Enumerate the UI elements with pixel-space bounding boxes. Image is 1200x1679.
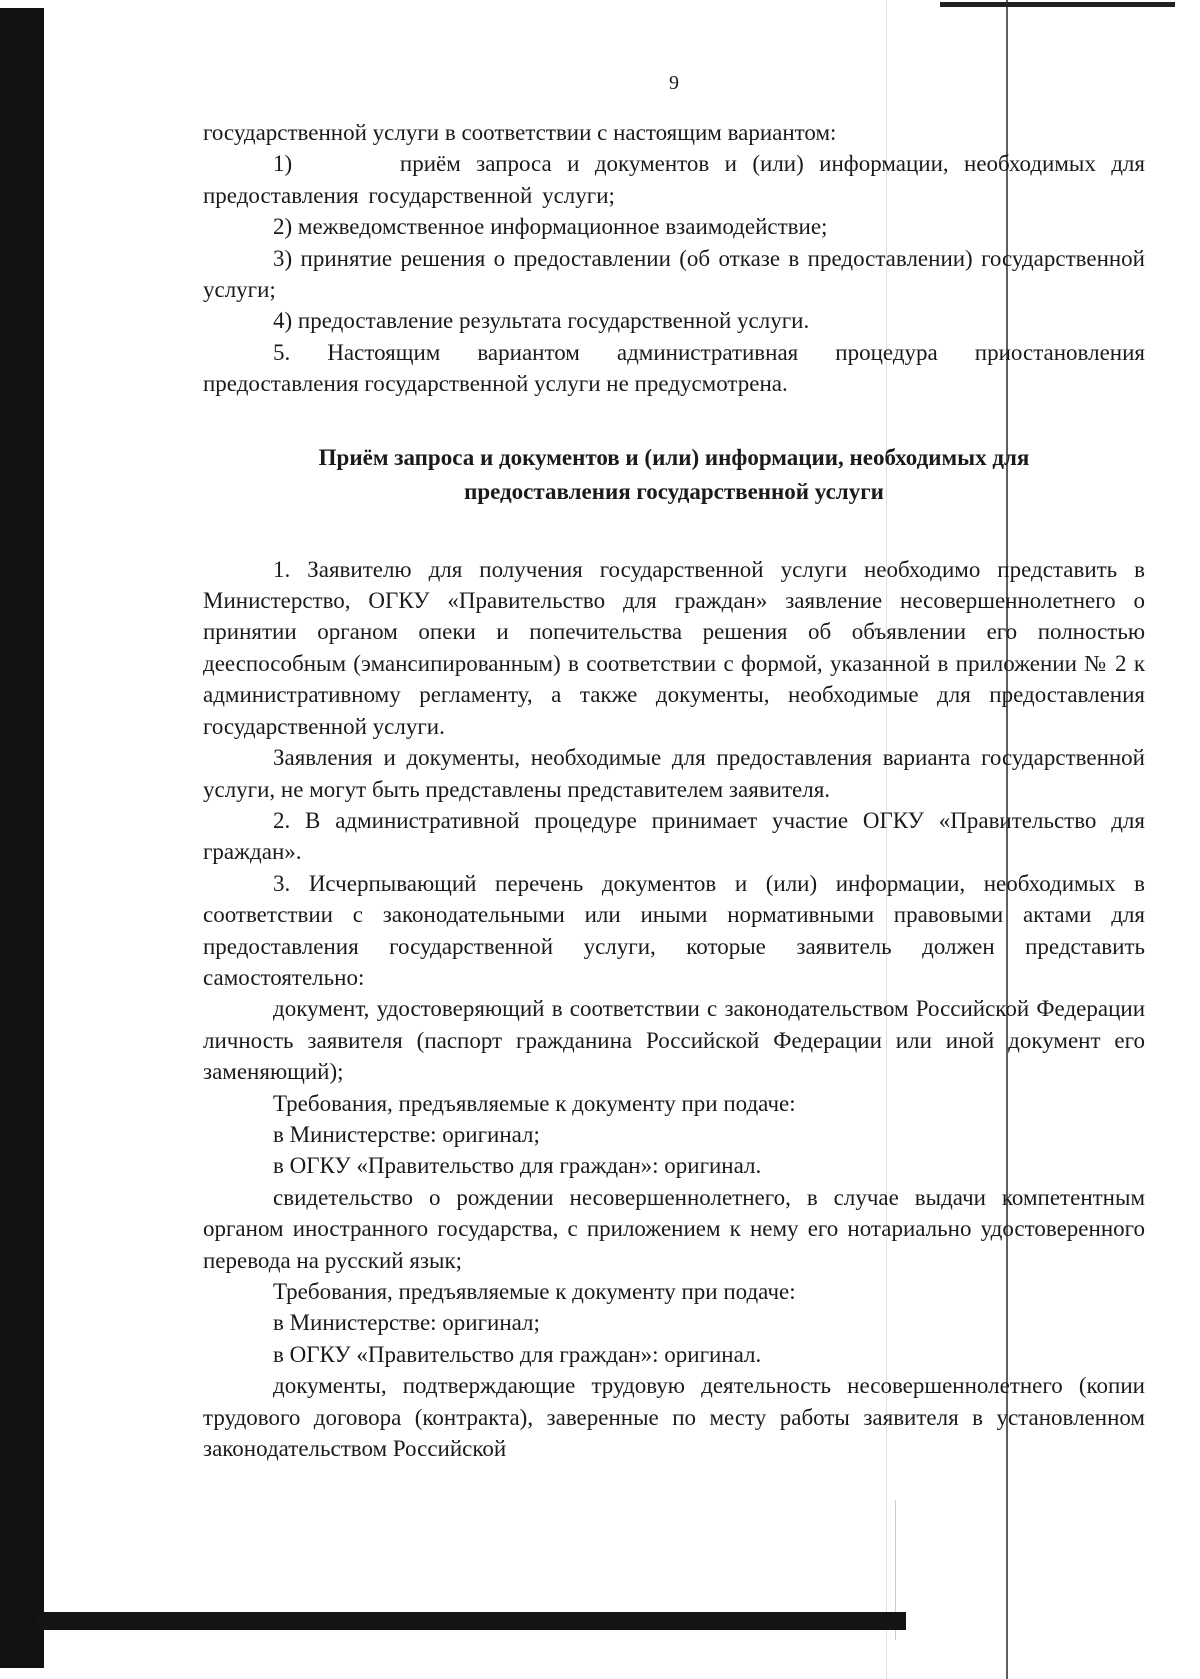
body-paragraph: в ОГКУ «Правительство для граждан»: оригинал. xyxy=(273,1341,762,1367)
body-paragraph: документ, удостоверяющий в соответствии с законодательством Российской Федерации личность заявителя (паспорт гражданина Российской Федерации или иной документ его заменяющий); xyxy=(203,996,1145,1085)
body-paragraph: Заявления и документы, необходимые для предоставления варианта государственной услуги, не могут быть представлены представителем заявителя. xyxy=(203,745,1145,802)
document-body xyxy=(203,117,1145,1464)
body-paragraph: 2. В административной процедуре принимает участие ОГКУ «Правительство для граждан». xyxy=(203,807,1145,865)
intro-line: государственной услуги в соответствии с настоящим вариантом: xyxy=(203,120,837,145)
body-paragraph: Требования, предъявляемые к документу при подаче: xyxy=(273,1090,796,1116)
body-paragraph: в Министерстве: оригинал; xyxy=(273,1121,540,1147)
intro-list-item: 1) приём запроса и документов и (или) информации, необходимых для предоставления государственной услуги; xyxy=(203,151,1145,208)
body-paragraph: в Министерстве: оригинал; xyxy=(273,1310,540,1336)
intro-list-item: 2) межведомственное информационное взаимодействие; xyxy=(273,214,828,240)
scan-bottom-edge xyxy=(36,1612,906,1630)
intro-list-item: 5. Настоящим вариантом административная процедура приостановления предоставления государственной услуги не предусмотрена. xyxy=(203,339,1145,397)
body-paragraph: в ОГКУ «Правительство для граждан»: оригинал. xyxy=(273,1153,762,1179)
page-number: 9 xyxy=(669,72,679,94)
scan-top-edge xyxy=(940,2,1175,7)
body-paragraph: 1. Заявителю для получения государственной услуги необходимо представить в Министерство, ОГКУ «Правительство для граждан» заявление несовершеннолетнего о принятии органом опеки и попечительства решения об объявлении его полностью дееспособным (эмансипированным) в соответствии с формой, указанной в приложении № 2 к административному регламенту, а также документы, необходимые для предоставления государственной услуги. xyxy=(203,556,1145,739)
scan-left-edge xyxy=(0,8,44,1668)
intro-list-item: 4) предоставление результата государственной услуги. xyxy=(273,308,810,334)
body-paragraph: Требования, предъявляемые к документу при подаче: xyxy=(273,1279,796,1304)
body-paragraph: свидетельство о рождении несовершеннолетнего, в случае выдачи компетентным органом иностранного государства, с приложением к нему его нотариально удостоверенного перевода на русский язык; xyxy=(203,1184,1145,1273)
section-heading: Приём запроса и документов и (или) информации, необходимых для предоставления государственной услуги xyxy=(318,444,1030,504)
intro-list-item: 3) принятие решения о предоставлении (об отказе в предоставлении) государственной услуги; xyxy=(203,245,1145,303)
body-paragraph: документы, подтверждающие трудовую деятельность несовершеннолетнего (копии трудового договора (контракта), заверенные по месту работы заявителя в установленном законодательством Российской xyxy=(203,1373,1145,1462)
body-paragraph: 3. Исчерпывающий перечень документов и (или) информации, необходимых в соответствии с законодательными или иными нормативными правовыми актами для предоставления государственной услуги, которые заявитель должен представить самостоятельно: xyxy=(203,870,1145,990)
